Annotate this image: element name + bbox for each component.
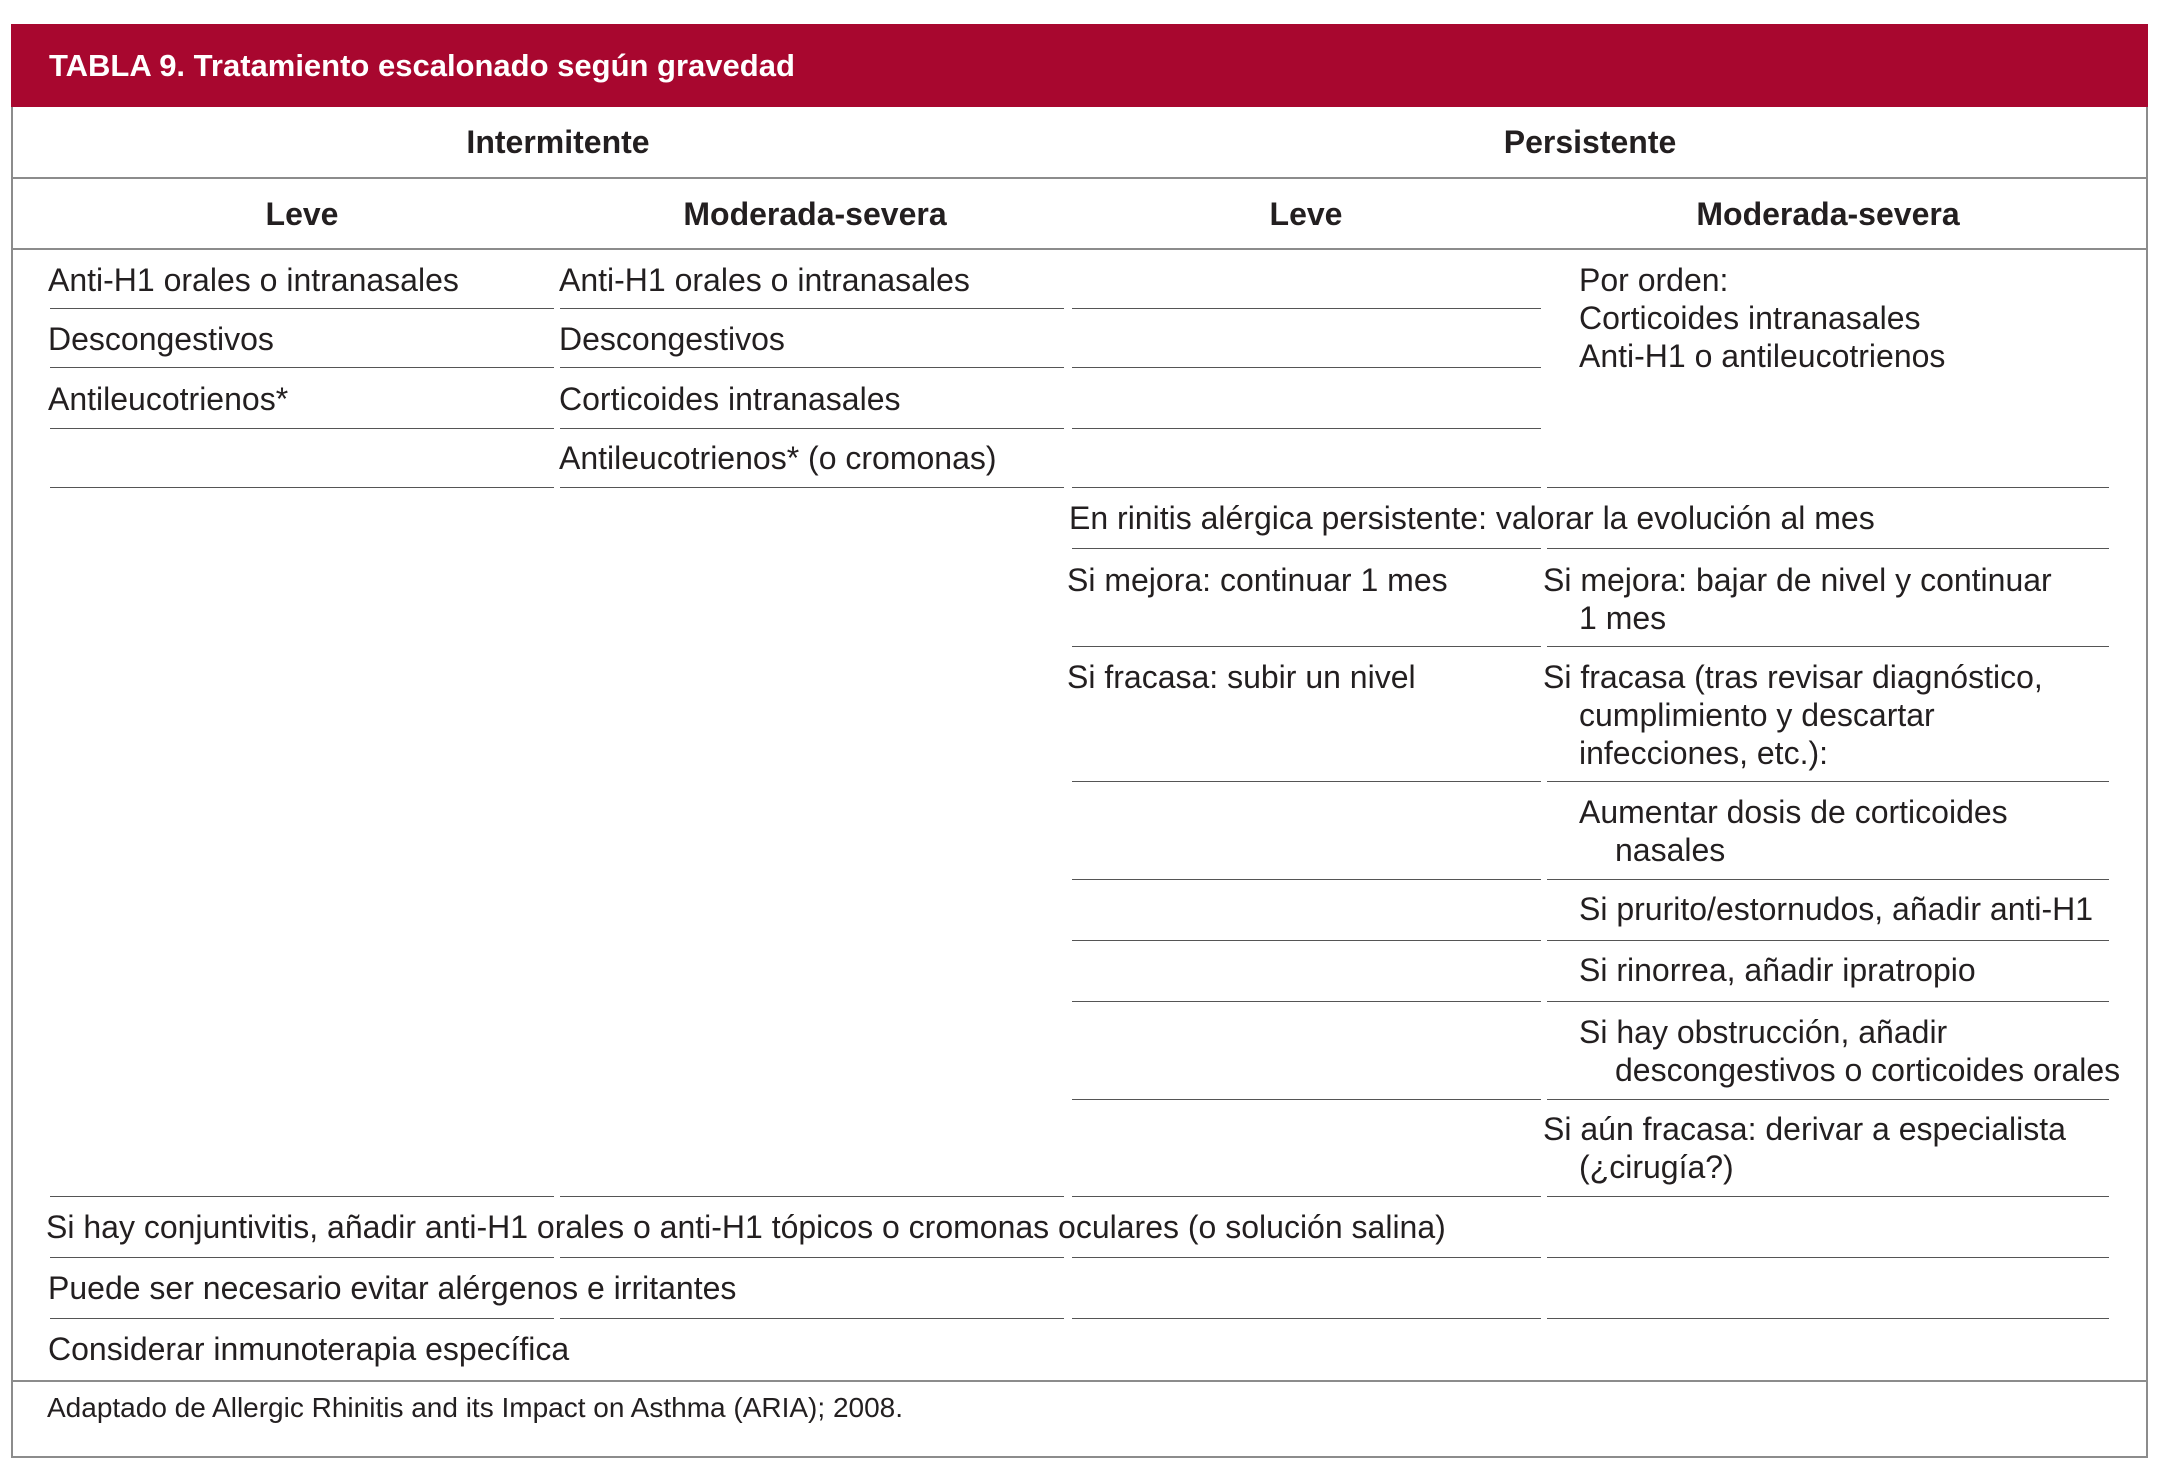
cell-step-rhinorrhea: Si rinorrea, añadir ipratropio [1579, 952, 1976, 988]
row-line [560, 1196, 1064, 1197]
cell-fail-mod [1543, 658, 2043, 772]
row-line [1547, 781, 2109, 782]
header-divider [11, 177, 2148, 179]
cell-int-mod-2: Descongestivos [559, 321, 785, 357]
table-title-bar [11, 24, 2148, 107]
footnote-divider [11, 1380, 2148, 1382]
row-line [50, 1257, 554, 1258]
cell-improve-leve: Si mejora: continuar 1 mes [1067, 562, 1448, 598]
row-line [1547, 1196, 2109, 1197]
cell-per-mod-order [1579, 261, 1945, 375]
row-line [1072, 428, 1541, 429]
step-1-line-2: nasales [1615, 832, 1726, 868]
row-line [1547, 1318, 2109, 1319]
improve-mod-line-1: Si mejora: bajar de nivel y continuar [1543, 562, 2052, 598]
step-4-line-2: descongestivos o corticoides orales [1615, 1052, 2121, 1088]
row-line [1072, 308, 1541, 309]
row-line [1072, 879, 1541, 880]
row-line [1072, 781, 1541, 782]
row-line [1072, 1318, 1541, 1319]
row-line [1547, 1001, 2109, 1002]
table-title: TABLA 9. Tratamiento escalonado según gravedad [49, 48, 795, 83]
row-line [50, 1196, 554, 1197]
table-footnote: Adaptado de Allergic Rhinitis and its Impact on Asthma (ARIA); 2008. [47, 1392, 904, 1423]
row-line [1072, 548, 1541, 549]
row-line [50, 428, 554, 429]
row-line [1547, 1099, 2109, 1100]
step-4-line-1: Si hay obstrucción, añadir [1579, 1014, 1948, 1050]
row-line [560, 1318, 1064, 1319]
group-header-intermitente: Intermitente [466, 124, 650, 160]
col-header-intermitente-moderada: Moderada-severa [683, 196, 947, 232]
cell-int-leve-3: Antileucotrienos* [48, 381, 289, 417]
row-line [560, 487, 1064, 488]
step-5-line-2: (¿cirugía?) [1579, 1149, 1734, 1185]
cell-step-increase-dose [1579, 793, 2008, 869]
row-line [1072, 487, 1541, 488]
fail-mod-line-1: Si fracasa (tras revisar diagnóstico, [1543, 659, 2043, 695]
col-header-persistente-moderada: Moderada-severa [1696, 196, 1960, 232]
step-5-line-1: Si aún fracasa: derivar a especialista [1543, 1111, 2066, 1147]
column-header-divider [11, 248, 2148, 250]
row-line [560, 367, 1064, 368]
row-line [1547, 487, 2109, 488]
row-line [1072, 646, 1541, 647]
row-line [1547, 548, 2109, 549]
cell-int-leve-1: Anti-H1 orales o intranasales [48, 262, 459, 298]
row-line [1072, 1257, 1541, 1258]
cell-common-avoid-allergens: Puede ser necesario evitar alérgenos e irritantes [48, 1270, 737, 1306]
row-line [1547, 879, 2109, 880]
row-line [560, 1257, 1064, 1258]
cell-step-refer [1543, 1110, 2066, 1186]
cell-int-leve-2: Descongestivos [48, 321, 274, 357]
cell-int-mod-3: Corticoides intranasales [559, 381, 901, 417]
row-line [50, 308, 554, 309]
improve-mod-line-2: 1 mes [1579, 600, 1667, 636]
cell-improve-mod [1543, 561, 2052, 637]
row-line [1547, 1257, 2109, 1258]
row-line [1072, 1196, 1541, 1197]
row-line [1072, 1099, 1541, 1100]
cell-int-mod-1: Anti-H1 orales o intranasales [559, 262, 970, 298]
cell-common-immunotherapy: Considerar inmunoterapia específica [48, 1331, 570, 1367]
row-line [1547, 940, 2109, 941]
row-line [560, 428, 1064, 429]
row-line [1547, 646, 2109, 647]
cell-persistent-eval: En rinitis alérgica persistente: valorar la evolución al mes [1069, 500, 1875, 536]
per-mod-order-step-1: Corticoides intranasales [1579, 300, 1921, 336]
cell-fail-leve: Si fracasa: subir un nivel [1067, 659, 1416, 695]
col-header-persistente-leve: Leve [1269, 196, 1343, 232]
cell-step-pruritus: Si prurito/estornudos, añadir anti-H1 [1579, 891, 2094, 927]
fail-mod-line-3: infecciones, etc.): [1579, 735, 1828, 771]
row-line [50, 367, 554, 368]
cell-step-obstruction [1579, 1013, 2120, 1089]
per-mod-order-step-2: Anti-H1 o antileucotrienos [1579, 338, 1946, 374]
row-line [1072, 940, 1541, 941]
per-mod-order-label: Por orden: [1579, 262, 1729, 298]
row-line [1072, 367, 1541, 368]
row-line [560, 308, 1064, 309]
group-header-persistente: Persistente [1503, 124, 1677, 160]
cell-common-conjunctivitis: Si hay conjuntivitis, añadir anti-H1 orales o anti-H1 tópicos o cromonas oculares (o solución salina) [46, 1209, 1446, 1245]
row-line [50, 487, 554, 488]
cell-int-mod-4: Antileucotrienos* (o cromonas) [559, 440, 997, 476]
row-line [50, 1318, 554, 1319]
row-line [1072, 1001, 1541, 1002]
step-1-line-1: Aumentar dosis de corticoides [1579, 794, 2008, 830]
col-header-intermitente-leve: Leve [265, 196, 339, 232]
fail-mod-line-2: cumplimiento y descartar [1579, 697, 1935, 733]
